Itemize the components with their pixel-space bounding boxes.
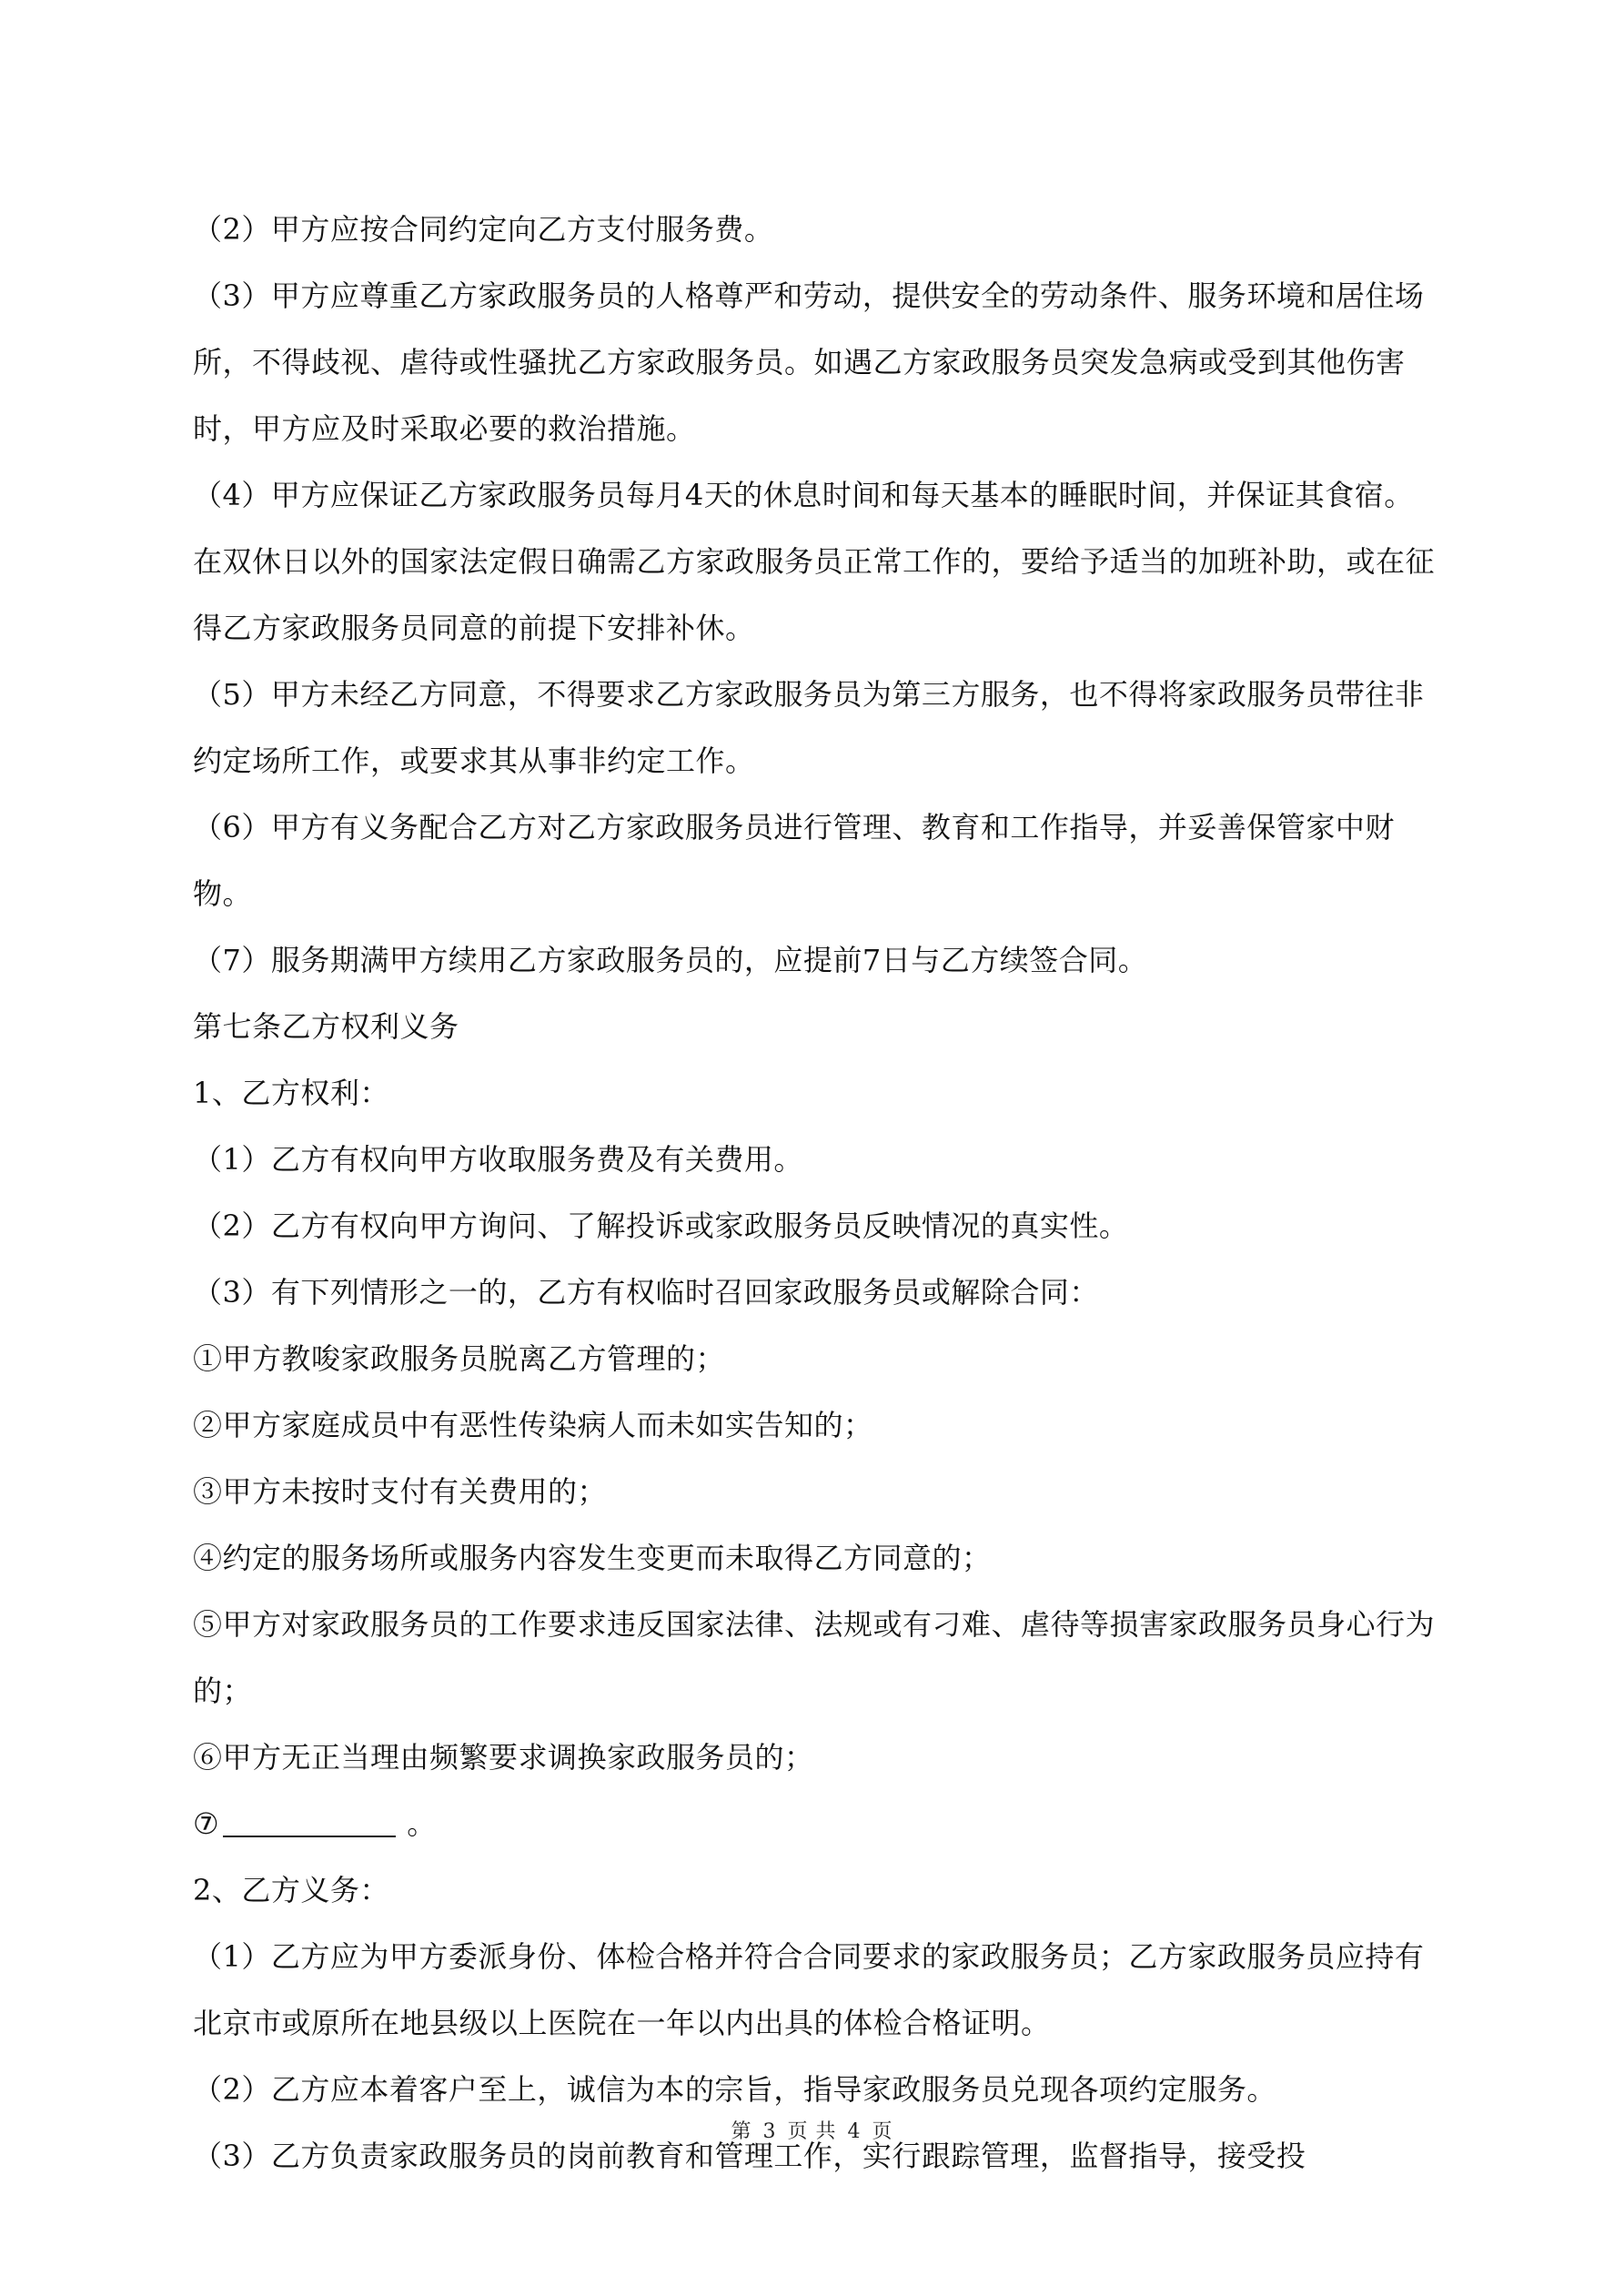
list-item: ③甲方未按时支付有关费用的； xyxy=(193,1474,608,1509)
subsection-heading: 1、乙方权利： xyxy=(193,1076,389,1110)
paragraph: （6）甲方有义务配合乙方对乙方家政服务员进行管理、教育和工作指导，并妥善保管家中财物。 xyxy=(193,810,1395,911)
item-end-mark: 。 xyxy=(407,1806,437,1841)
fill-in-blank xyxy=(223,1808,396,1837)
list-item: ⑥甲方无正当理由频繁要求调换家政服务员的； xyxy=(193,1740,814,1775)
footer-middle: 页 共 xyxy=(787,2120,837,2143)
list-item: ②甲方家庭成员中有恶性传染病人而未如实告知的； xyxy=(193,1408,873,1442)
total-page-number: 4 xyxy=(847,2120,862,2143)
list-item: ④约定的服务场所或服务内容发生变更而未取得乙方同意的； xyxy=(193,1541,992,1575)
current-page-number: 3 xyxy=(762,2120,777,2143)
paragraph: （5）甲方未经乙方同意，不得要求乙方家政服务员为第三方服务，也不得将家政服务员带往非约定场所工作，或要求其从事非约定工作。 xyxy=(193,677,1425,778)
list-item: ①甲方教唆家政服务员脱离乙方管理的； xyxy=(193,1341,726,1376)
paragraph: （2）乙方有权向甲方询问、了解投诉或家政服务员反映情况的真实性。 xyxy=(193,1209,1129,1243)
footer-suffix: 页 xyxy=(872,2120,893,2143)
document-body xyxy=(193,197,1435,2190)
paragraph: （3）有下列情形之一的，乙方有权临时召回家政服务员或解除合同： xyxy=(193,1275,1099,1310)
list-item-blank xyxy=(193,1791,1435,1857)
paragraph: （7）服务期满甲方续用乙方家政服务员的，应提前7日与乙方续签合同。 xyxy=(193,943,1148,977)
page-footer xyxy=(0,2116,1624,2144)
paragraph: （3）甲方应尊重乙方家政服务员的人格尊严和劳动，提供安全的劳动条件、服务环境和居住场所，不得歧视、虐待或性骚扰乙方家政服务员。如遇乙方家政服务员突发急病或受到其他伤害时，甲方应及时采取必要的救治措施。 xyxy=(193,278,1425,446)
paragraph: （1）乙方有权向甲方收取服务费及有关费用。 xyxy=(193,1142,803,1177)
section-heading: 第七条乙方权利义务 xyxy=(193,1009,459,1044)
footer-prefix: 第 xyxy=(731,2120,752,2143)
subsection-heading: 2、乙方义务： xyxy=(193,1873,389,1907)
paragraph: （2）乙方应本着客户至上，诚信为本的宗旨，指导家政服务员兑现各项约定服务。 xyxy=(193,2072,1276,2107)
paragraph: （3）乙方负责家政服务员的岗前教育和管理工作，实行跟踪管理，监督指导，接受投 xyxy=(193,2139,1306,2173)
paragraph: （2）甲方应按合同约定向乙方支付服务费。 xyxy=(193,212,774,247)
paragraph: （4）甲方应保证乙方家政服务员每月4天的休息时间和每天基本的睡眠时间，并保证其食宿。在双休日以外的国家法定假日确需乙方家政服务员正常工作的，要给予适当的加班补助，或在征得乙方家政服务员同意的前提下安排补休。 xyxy=(193,478,1436,645)
list-item: ⑤甲方对家政服务员的工作要求违反国家法律、法规或有刁难、虐待等损害家政服务员身心行为的； xyxy=(193,1607,1436,1708)
paragraph: （1）乙方应为甲方委派身份、体检合格并符合合同要求的家政服务员；乙方家政服务员应持有北京市或原所在地县级以上医院在一年以内出具的体检合格证明。 xyxy=(193,1939,1425,2040)
item-marker: ⑦ xyxy=(193,1806,220,1841)
